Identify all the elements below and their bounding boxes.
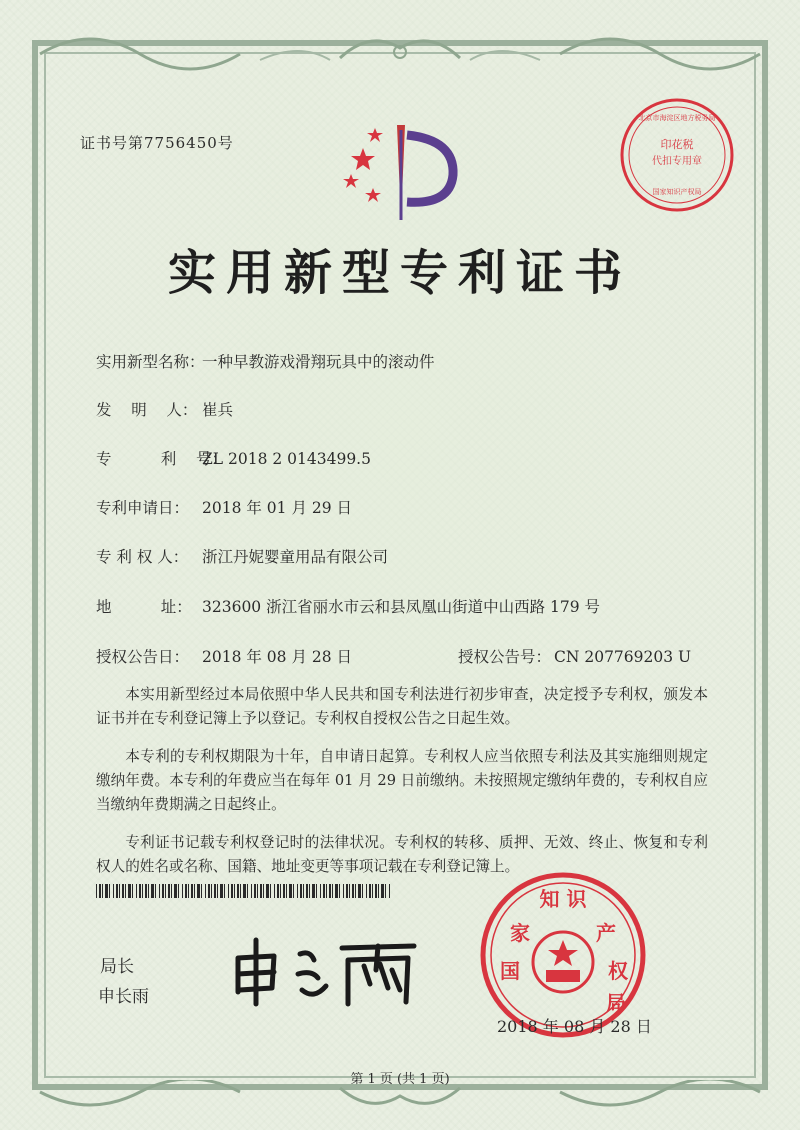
svg-text:权: 权 bbox=[608, 959, 628, 983]
issue-date: 2018 年 08 月 28 日 bbox=[497, 1017, 652, 1036]
svg-text:代扣专用章: 代扣专用章 bbox=[652, 156, 702, 167]
tax-stamp-seal bbox=[618, 96, 736, 214]
director-signature bbox=[230, 930, 420, 1010]
director-title: 局长 bbox=[100, 957, 134, 977]
field-label: 地 址： bbox=[96, 598, 192, 616]
svg-text:北京市海淀区地方税务局: 北京市海淀区地方税务局 bbox=[638, 114, 716, 122]
field-value: 2018 年 01 月 29 日 bbox=[202, 499, 353, 517]
field-value: 崔兵 bbox=[202, 401, 234, 419]
field-value: CN 207769203 U bbox=[554, 648, 692, 666]
field-label: 专利申请日： bbox=[96, 499, 190, 517]
barcode-icon bbox=[96, 884, 392, 898]
grant-date-field bbox=[96, 645, 352, 667]
svg-text:产: 产 bbox=[596, 921, 616, 945]
svg-text:知 识: 知 识 bbox=[539, 887, 587, 911]
field-value: 2018 年 08 月 28 日 bbox=[202, 648, 353, 666]
svg-text:局: 局 bbox=[606, 991, 626, 1015]
director-name: 申长雨 bbox=[98, 987, 149, 1007]
field-value: 一种早教游戏滑翔玩具中的滚动件 bbox=[202, 353, 435, 371]
certificate-statement bbox=[96, 683, 708, 893]
statement-paragraph: 专利证书记载专利权登记时的法律状况。专利权的转移、质押、无效、终止、恢复和专利权人的姓名或名称、国籍、地址变更等事项记载在专利登记簿上。 bbox=[96, 834, 708, 875]
filing-date-field bbox=[96, 496, 352, 518]
svg-text:印花税: 印花税 bbox=[660, 138, 694, 151]
svg-text:国: 国 bbox=[500, 959, 520, 983]
field-label: 专 利 权 人： bbox=[96, 548, 189, 566]
field-label: 专 利 号： bbox=[96, 450, 227, 468]
certificate-number: 证书号第7756450号 bbox=[80, 134, 234, 152]
page-number: 第 1 页 (共 1 页) bbox=[350, 1072, 450, 1087]
field-value: 浙江丹妮婴童用品有限公司 bbox=[202, 548, 389, 566]
utility-model-name-field bbox=[96, 350, 435, 372]
inventor-field bbox=[96, 398, 233, 420]
field-value: ZL 2018 2 0143499.5 bbox=[202, 450, 371, 468]
patentee-field bbox=[96, 545, 388, 567]
svg-text:国家知识产权局: 国家知识产权局 bbox=[652, 188, 702, 196]
svg-text:家: 家 bbox=[510, 921, 530, 945]
top-ornament-icon bbox=[30, 24, 770, 74]
field-value: 323600 浙江省丽水市云和县凤凰山街道中山西路 179 号 bbox=[202, 598, 601, 616]
grant-number-field bbox=[458, 645, 691, 667]
statement-paragraph: 本专利的专利权期限为十年，自申请日起算。专利权人应当依照专利法及其实施细则规定缴纳年费。本专利的年费应当在每年 01 月 29 日前缴纳。未按照规定缴纳年费的，专利权自应当缴纳年费期满之日起终止。 bbox=[96, 748, 708, 813]
field-label: 授权公告日： bbox=[96, 648, 190, 666]
field-label: 授权公告号： bbox=[458, 648, 552, 666]
field-label: 实用新型名称： bbox=[96, 353, 205, 371]
field-label: 发 明 人： bbox=[96, 401, 198, 419]
statement-paragraph: 本实用新型经过本局依照中华人民共和国专利法进行初步审查，决定授予专利权，颁发本证书并在专利登记簿上予以登记。专利权自授权公告之日起生效。 bbox=[96, 686, 708, 727]
certificate-title: 实用新型专利证书 bbox=[167, 245, 632, 301]
address-field bbox=[96, 595, 600, 617]
patent-office-emblem-icon bbox=[335, 120, 465, 230]
patent-number-field bbox=[96, 447, 371, 469]
